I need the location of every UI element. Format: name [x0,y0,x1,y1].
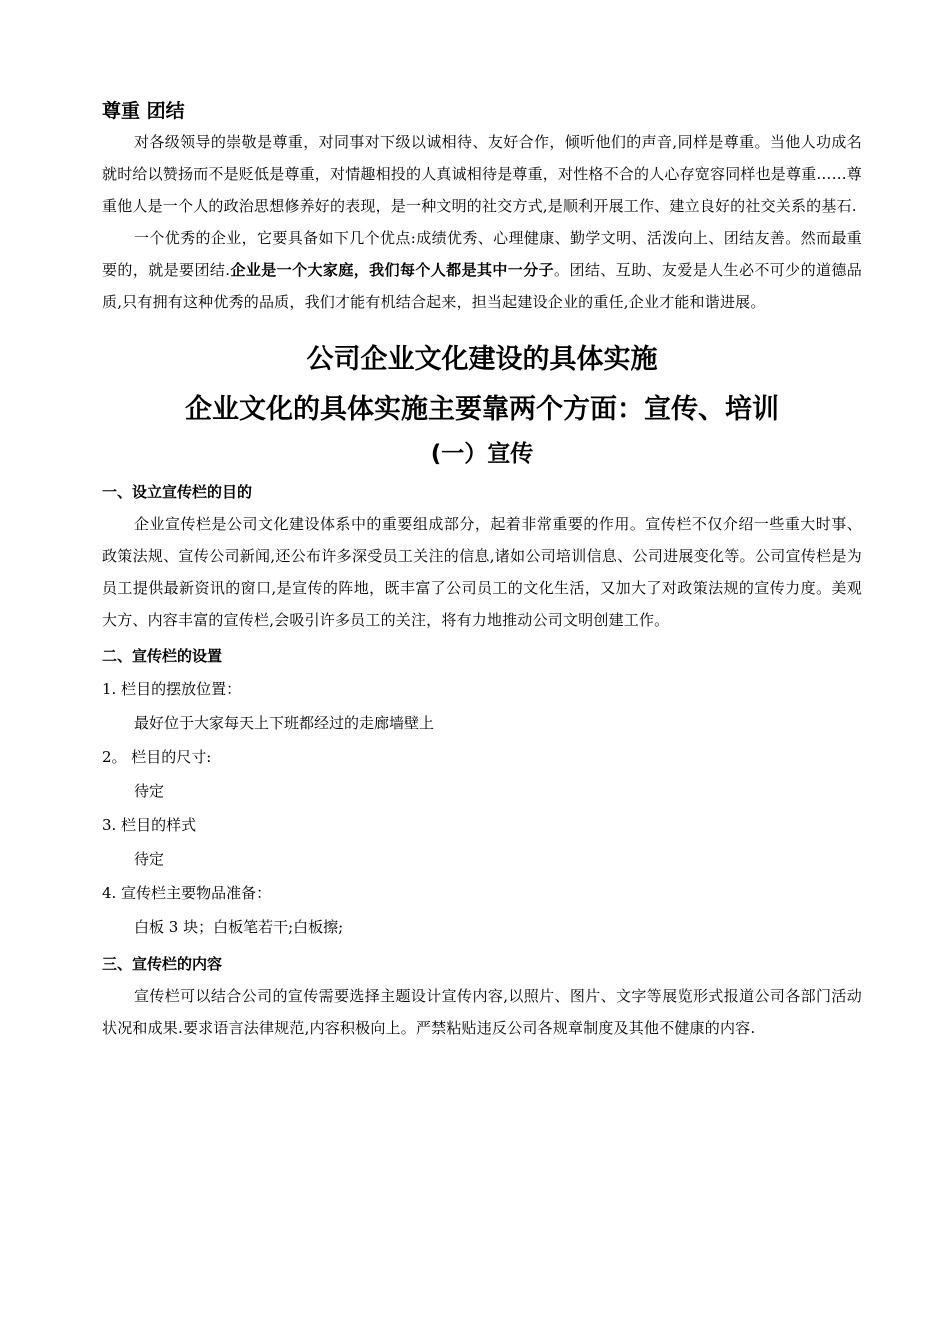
document-content [102,98,862,1044]
setup-item-detail: 最好位于大家每天上下班都经过的走廊墙壁上 [134,714,435,732]
heading-setup: 二、宣传栏的设置 [102,647,223,665]
setup-item-label: 3. 栏目的样式 [102,816,197,834]
paragraph-unity [102,222,862,318]
setup-item-label: 4. 宣传栏主要物品准备： [102,884,272,902]
setup-item-label: 2。 栏目的尺寸: [102,748,212,766]
main-title: 公司企业文化建设的具体实施 [306,344,658,375]
setup-item-detail: 待定 [134,782,165,800]
setup-item-detail: 待定 [134,850,165,868]
paragraph-purpose: 企业宣传栏是公司文化建设体系中的重要组成部分，起着非常重要的作用。宣传栏不仅介绍一些重大时事、政策法规、宣传公司新闻,还公布许多深受员工关注的信息,诸如公司培训信息、公司进展变化等。公司宣传栏是为员工提供最新资讯的窗口,是宣传的阵地，既丰富了公司员工的文化生活，又加大了对政策法规的宣传力度。美观大方、内容丰富的宣传栏,会吸引许多员工的关注，将有力地推动公司文明创建工作。 [102,515,862,629]
heading-purpose: 一、设立宣传栏的目的 [102,483,253,501]
paragraph-unity-text-a: 一个优秀的企业，它要具备如下几个优点:成绩优秀、心理健康、勤学文明、活泼向上、团结友善。然而最重要的，就是要团结. [102,229,862,279]
part-title: (一）宣传 [430,441,534,467]
sub-title: 企业文化的具体实施主要靠两个方面：宣传、培训 [185,394,779,425]
setup-item-label: 1. 栏目的摆放位置： [102,680,242,698]
paragraph-content: 宣传栏可以结合公司的宣传需要选择主题设计宣传内容,以照片、图片、文字等展览形式报道公司各部门活动状况和成果.要求语言法律规范,内容积极向上。严禁粘贴违反公司各规章制度及其他不健康的内容. [102,987,862,1037]
setup-item-detail: 白板 3 块；白板笔若干;白板擦; [134,918,344,936]
paragraph-unity-text-b: 。团结、互助、友爱是人生必不可少的道德品质,只有拥有这种优秀的品质，我们才能有机结合起来，担当起建设企业的重任,企业才能和谐进展。 [102,261,863,311]
heading-content: 三、宣传栏的内容 [102,955,223,973]
paragraph-unity-bold: 企业是一个大家庭，我们每个人都是其中一分子 [230,261,555,279]
section-heading-respect-unity: 尊重 团结 [102,100,185,122]
paragraph-respect: 对各级领导的崇敬是尊重，对同事对下级以诚相待、友好合作，倾听他们的声音,同样是尊重。当他人功成名就时给以赞扬而不是贬低是尊重，对情趣相投的人真诚相待是尊重，对性格不合的人心存宽容同样也是尊重……尊重他人是一个人的政治思想修养好的表现，是一种文明的社交方式,是顺利开展工作、建立良好的社交关系的基石. [102,133,863,215]
